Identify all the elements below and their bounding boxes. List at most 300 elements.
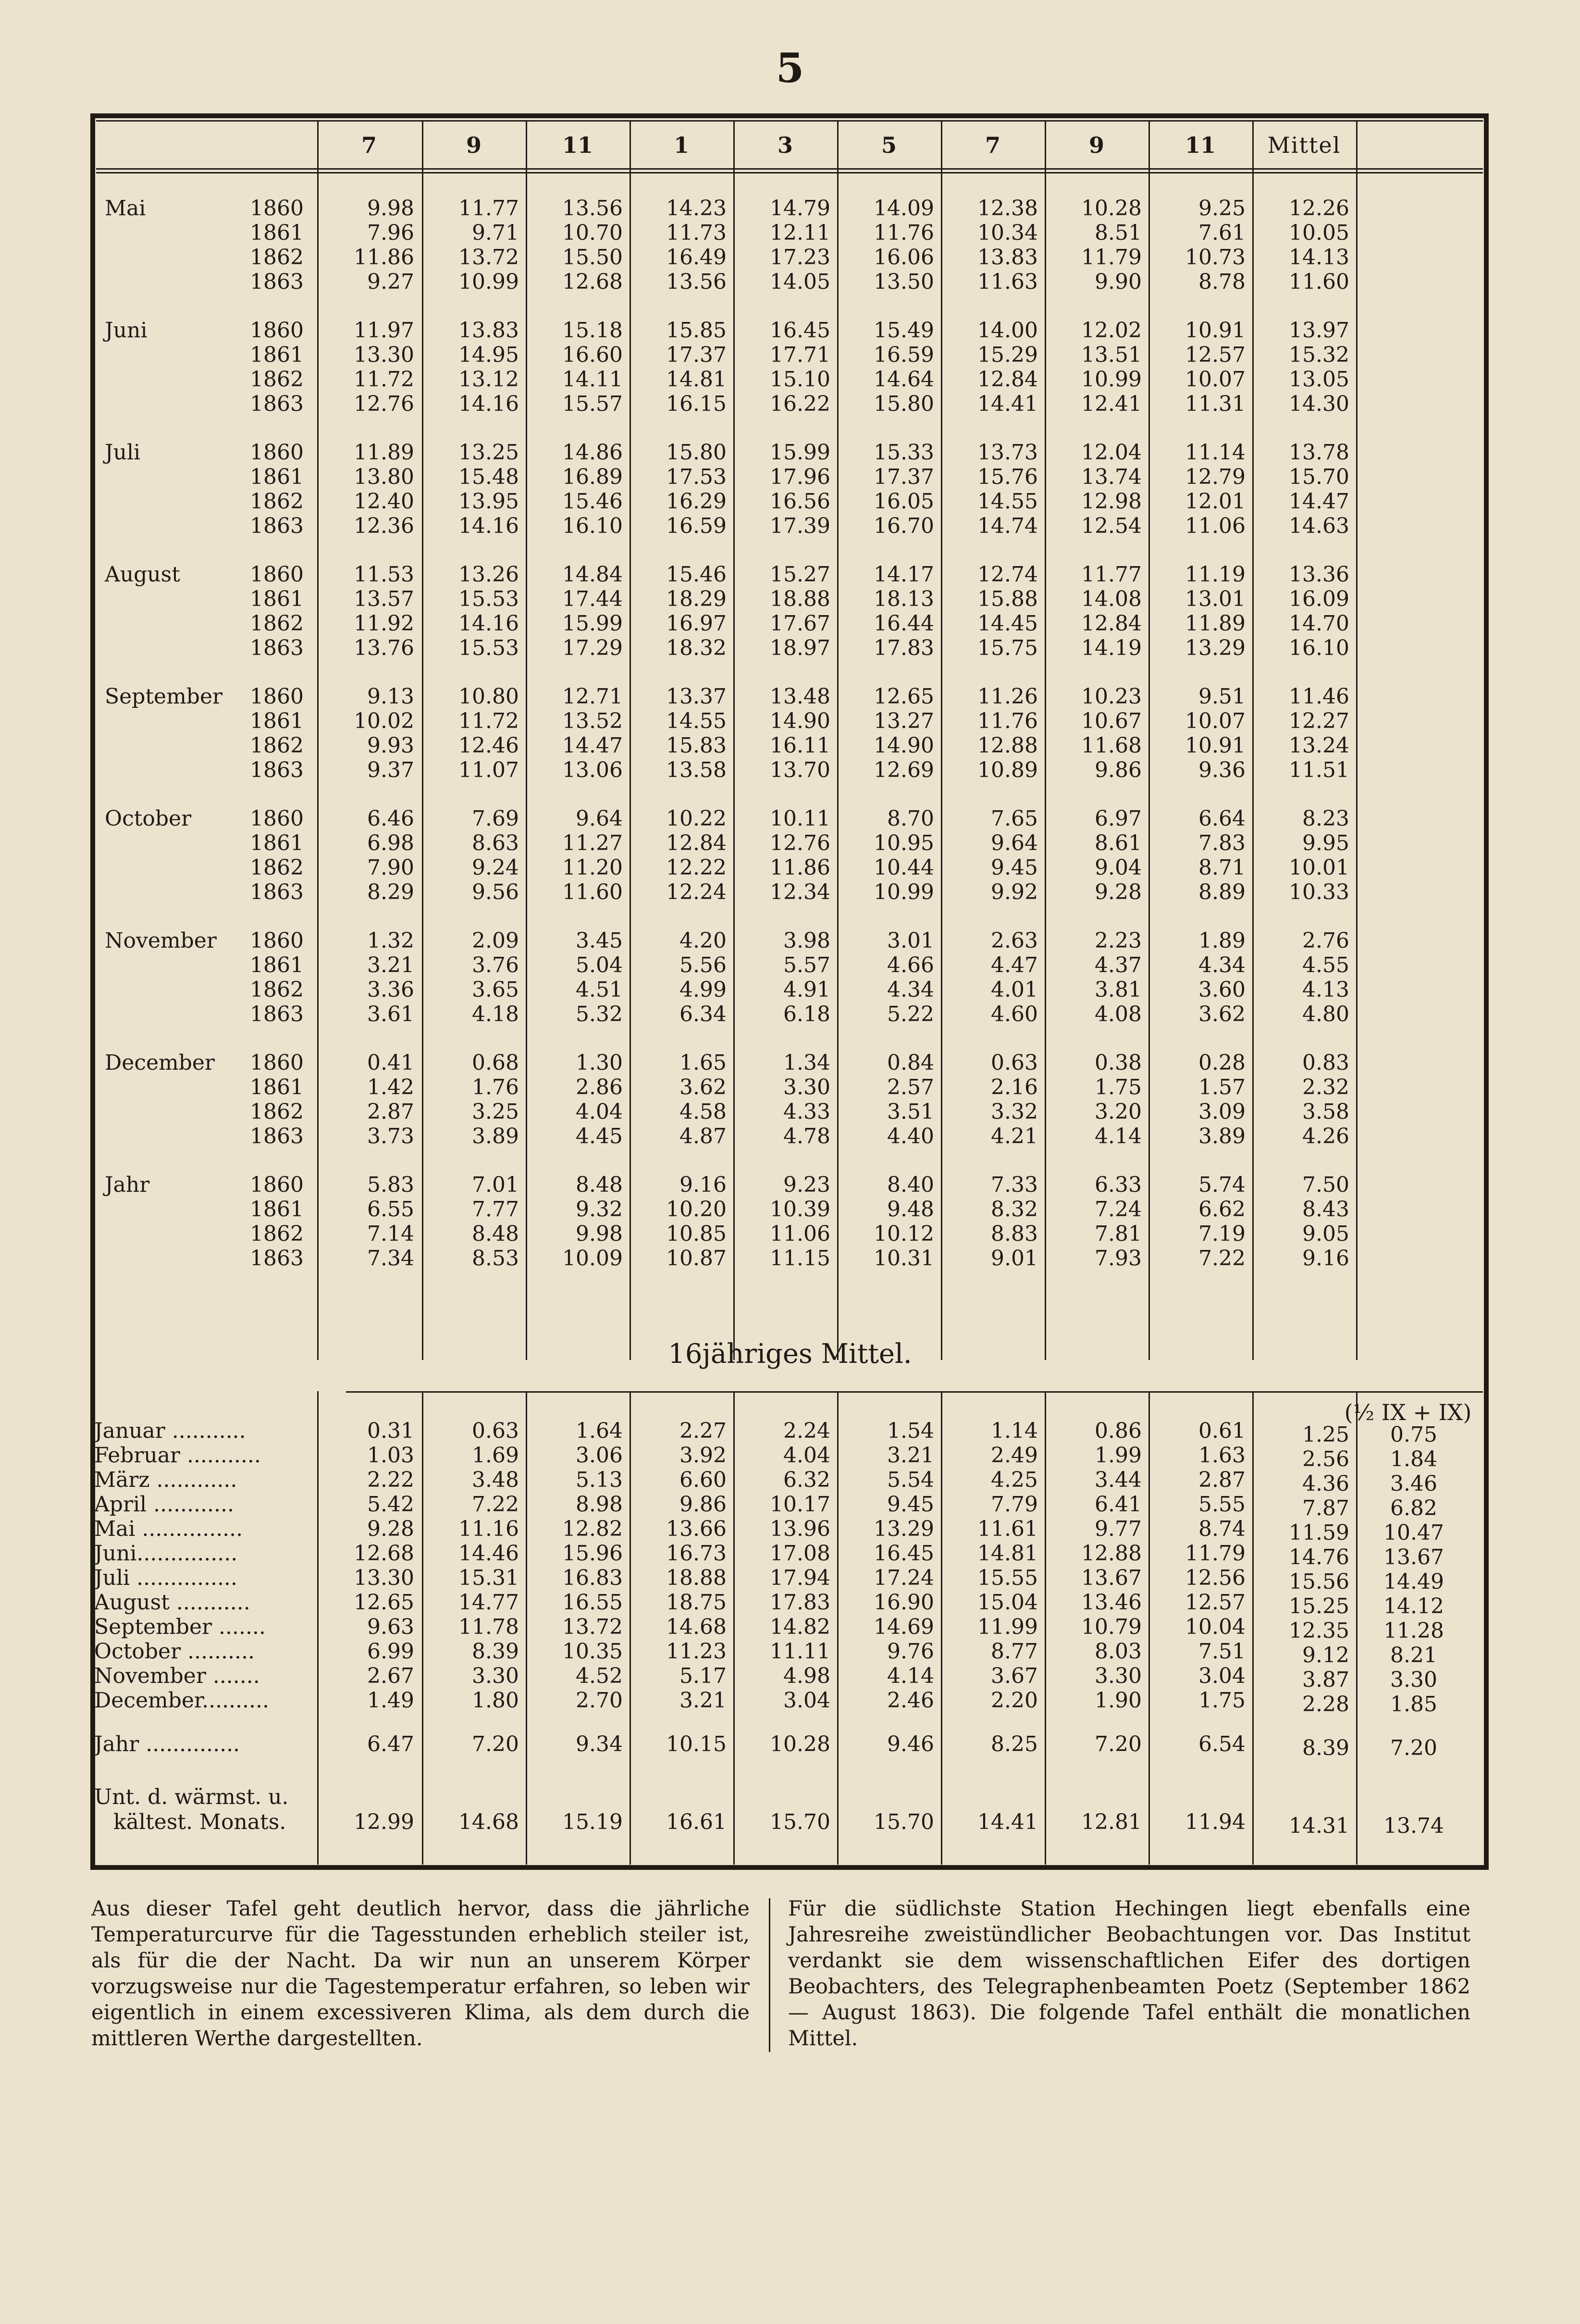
- average-cell: 3.30: [1390, 1668, 1437, 1692]
- table-cell: 11.86: [770, 855, 830, 880]
- table-cell: 5.83: [367, 1173, 414, 1197]
- average-cell: 17.24: [874, 1566, 934, 1590]
- table-cell: 16.89: [562, 465, 623, 489]
- average-cell: 12.35: [1289, 1619, 1349, 1643]
- table-cell: 7.83: [1198, 831, 1246, 855]
- year-label: 1863: [250, 880, 304, 904]
- table-cell: 2.16: [991, 1075, 1038, 1100]
- table-cell: 0.28: [1198, 1051, 1246, 1075]
- table-cell: 8.43: [1302, 1197, 1349, 1222]
- average-cell: 16.55: [562, 1590, 623, 1615]
- table-cell: 10.91: [1185, 318, 1246, 343]
- table-cell: 2.86: [576, 1075, 623, 1100]
- table-cell: 11.06: [770, 1222, 830, 1246]
- table-cell: 8.71: [1198, 855, 1246, 880]
- table-cell: 7.61: [1198, 221, 1246, 245]
- table-cell: 11.15: [770, 1246, 830, 1271]
- table-cell: 15.57: [562, 392, 623, 416]
- average-cell: 7.79: [991, 1492, 1038, 1517]
- average-cell: 1.49: [367, 1688, 414, 1713]
- average-cell: 9.12: [1302, 1643, 1349, 1668]
- average-cell: 1.64: [576, 1419, 623, 1443]
- table-cell: 10.91: [1185, 733, 1246, 758]
- average-cell: 3.21: [887, 1443, 934, 1468]
- table-cell: 9.64: [576, 806, 623, 831]
- table-cell: 11.60: [1289, 270, 1349, 294]
- table-cell: 11.14: [1185, 440, 1246, 465]
- table-cell: 12.84: [977, 367, 1038, 392]
- year-label: 1861: [250, 709, 304, 733]
- table-cell: 14.90: [874, 733, 934, 758]
- table-cell: 4.21: [991, 1124, 1038, 1149]
- table-cell: 4.60: [991, 1002, 1038, 1026]
- table-cell: 12.40: [354, 489, 414, 514]
- table-cell: 13.58: [666, 758, 727, 782]
- table-cell: 6.55: [367, 1197, 414, 1222]
- difference-label-line2: kältest. Monats.: [113, 1810, 286, 1834]
- average-cell: 12.56: [1185, 1566, 1246, 1590]
- table-cell: 11.76: [874, 221, 934, 245]
- table-cell: 7.90: [367, 855, 414, 880]
- table-cell: 14.45: [977, 611, 1038, 636]
- table-cell: 7.81: [1095, 1222, 1142, 1246]
- average-cell: 9.46: [887, 1732, 934, 1756]
- table-cell: 3.73: [367, 1124, 414, 1149]
- average-cell: 12.65: [354, 1590, 414, 1615]
- table-cell: 16.70: [874, 514, 934, 538]
- month-label: October: [105, 806, 192, 831]
- table-cell: 14.13: [1289, 245, 1349, 270]
- table-cell: 9.27: [367, 270, 414, 294]
- table-cell: 10.05: [1289, 221, 1349, 245]
- table-cell: 4.51: [576, 977, 623, 1002]
- table-cell: 12.36: [354, 514, 414, 538]
- table-cell: 11.72: [354, 367, 414, 392]
- table-cell: 11.31: [1185, 392, 1246, 416]
- table-cell: 4.78: [783, 1124, 830, 1149]
- average-cell: 10.04: [1185, 1615, 1246, 1639]
- table-cell: 13.37: [666, 684, 727, 709]
- table-cell: 11.89: [354, 440, 414, 465]
- table-cell: 13.78: [1289, 440, 1349, 465]
- average-cell: 18.75: [666, 1590, 727, 1615]
- table-cell: 8.32: [991, 1197, 1038, 1222]
- average-cell: 6.32: [783, 1468, 830, 1492]
- table-cell: 6.97: [1095, 806, 1142, 831]
- average-cell: 4.25: [991, 1468, 1038, 1492]
- table-cell: 13.24: [1289, 733, 1349, 758]
- average-cell: 1.63: [1198, 1443, 1246, 1468]
- table-cell: 3.09: [1198, 1100, 1246, 1124]
- average-top-rule: [346, 1391, 1483, 1393]
- table-cell: 0.83: [1302, 1051, 1349, 1075]
- table-cell: 7.93: [1095, 1246, 1142, 1271]
- average-cell: 14.68: [666, 1615, 727, 1639]
- header-bottom-rule-2: [96, 172, 1483, 173]
- table-cell: 5.22: [887, 1002, 934, 1026]
- table-cell: 13.83: [977, 245, 1038, 270]
- month-label: August: [105, 562, 180, 587]
- average-cell: 9.34: [576, 1732, 623, 1756]
- table-cell: 15.50: [562, 245, 623, 270]
- table-cell: 17.23: [770, 245, 830, 270]
- table-cell: 9.32: [576, 1197, 623, 1222]
- table-cell: 12.34: [770, 880, 830, 904]
- table-cell: 8.23: [1302, 806, 1349, 831]
- table-cell: 7.14: [367, 1222, 414, 1246]
- hour-header: 11: [1185, 132, 1216, 158]
- average-row-label: Juli ...............: [94, 1566, 237, 1590]
- average-cell: 6.99: [367, 1639, 414, 1664]
- table-cell: 5.57: [783, 953, 830, 977]
- table-cell: 12.69: [874, 758, 934, 782]
- average-cell: 11.99: [977, 1615, 1038, 1639]
- table-cell: 9.95: [1302, 831, 1349, 855]
- table-cell: 10.87: [666, 1246, 727, 1271]
- table-cell: 9.24: [472, 855, 519, 880]
- table-cell: 13.70: [770, 758, 830, 782]
- table-cell: 13.52: [562, 709, 623, 733]
- month-label: December: [105, 1051, 215, 1075]
- year-label: 1863: [250, 636, 304, 660]
- year-label: 1861: [250, 831, 304, 855]
- average-cell: 1.99: [1095, 1443, 1142, 1468]
- table-cell: 9.93: [367, 733, 414, 758]
- page-number: 5: [776, 44, 804, 92]
- table-cell: 7.65: [991, 806, 1038, 831]
- table-cell: 13.26: [458, 562, 519, 587]
- table-cell: 3.36: [367, 977, 414, 1002]
- average-cell: 1.25: [1302, 1422, 1349, 1447]
- average-cell: 8.21: [1390, 1643, 1437, 1668]
- table-cell: 9.28: [1095, 880, 1142, 904]
- table-cell: 15.99: [562, 611, 623, 636]
- year-label: 1860: [250, 318, 304, 343]
- table-cell: 5.04: [576, 953, 623, 977]
- average-cell: 2.24: [783, 1419, 830, 1443]
- table-cell: 3.76: [472, 953, 519, 977]
- average-cell: 17.83: [770, 1590, 830, 1615]
- table-cell: 12.98: [1081, 489, 1142, 514]
- average-cell: 1.54: [887, 1419, 934, 1443]
- average-row-label: Mai ...............: [94, 1517, 243, 1541]
- average-cell: 2.46: [887, 1688, 934, 1713]
- table-cell: 11.68: [1081, 733, 1142, 758]
- table-cell: 10.70: [562, 221, 623, 245]
- table-cell: 18.32: [666, 636, 727, 660]
- table-cell: 16.60: [562, 343, 623, 367]
- average-cell: 1.14: [991, 1419, 1038, 1443]
- column-rule: [1356, 120, 1358, 1360]
- year-label: 1863: [250, 1002, 304, 1026]
- table-cell: 3.89: [472, 1124, 519, 1149]
- table-cell: 4.66: [887, 953, 934, 977]
- table-cell: 12.74: [977, 562, 1038, 587]
- table-cell: 3.45: [576, 928, 623, 953]
- table-cell: 11.07: [458, 758, 519, 782]
- average-row-label: Februar ...........: [94, 1443, 261, 1468]
- average-row-label: October ..........: [94, 1639, 255, 1664]
- average-cell: 10.15: [666, 1732, 727, 1756]
- table-cell: 17.67: [770, 611, 830, 636]
- table-cell: 4.40: [887, 1124, 934, 1149]
- average-cell: 10.79: [1081, 1615, 1142, 1639]
- average-row-label: Juni...............: [94, 1541, 238, 1566]
- table-cell: 11.26: [977, 684, 1038, 709]
- table-cell: 4.80: [1302, 1002, 1349, 1026]
- average-cell: 11.59: [1289, 1520, 1349, 1545]
- table-cell: 8.78: [1198, 270, 1246, 294]
- table-cell: 16.22: [770, 392, 830, 416]
- average-cell: 5.13: [576, 1468, 623, 1492]
- table-cell: 1.34: [783, 1051, 830, 1075]
- average-cell: 0.61: [1198, 1419, 1246, 1443]
- table-cell: 4.99: [679, 977, 727, 1002]
- table-cell: 16.56: [770, 489, 830, 514]
- table-cell: 6.64: [1198, 806, 1246, 831]
- average-cell: 4.52: [576, 1664, 623, 1688]
- table-cell: 16.15: [666, 392, 727, 416]
- difference-cell: 14.41: [977, 1810, 1038, 1834]
- table-cell: 14.84: [562, 562, 623, 587]
- table-cell: 12.26: [1289, 196, 1349, 221]
- table-cell: 5.74: [1198, 1173, 1246, 1197]
- average-cell: 1.03: [367, 1443, 414, 1468]
- table-cell: 7.96: [367, 221, 414, 245]
- hour-header: 7: [985, 132, 1000, 158]
- year-label: 1861: [250, 1197, 304, 1222]
- year-label: 1862: [250, 855, 304, 880]
- table-cell: 17.96: [770, 465, 830, 489]
- average-cell: 17.94: [770, 1566, 830, 1590]
- average-cell: 2.20: [991, 1688, 1038, 1713]
- average-cell: 13.96: [770, 1517, 830, 1541]
- average-cell: 3.30: [1095, 1664, 1142, 1688]
- table-cell: 13.30: [354, 343, 414, 367]
- average-cell: 1.90: [1095, 1688, 1142, 1713]
- table-cell: 12.11: [770, 221, 830, 245]
- table-cell: 15.10: [770, 367, 830, 392]
- average-cell: 4.98: [783, 1664, 830, 1688]
- average-cell: 14.77: [458, 1590, 519, 1615]
- average-cell: 1.85: [1390, 1692, 1437, 1717]
- year-label: 1861: [250, 587, 304, 611]
- table-cell: 15.70: [1289, 465, 1349, 489]
- average-cell: 8.25: [991, 1732, 1038, 1756]
- average-cell: 2.67: [367, 1664, 414, 1688]
- month-label: Juni: [105, 318, 148, 343]
- average-cell: 13.67: [1383, 1545, 1444, 1570]
- average-cell: 11.79: [1185, 1541, 1246, 1566]
- year-label: 1862: [250, 367, 304, 392]
- table-cell: 13.72: [458, 245, 519, 270]
- paragraph-divider: [769, 1898, 770, 2052]
- average-cell: 0.31: [367, 1419, 414, 1443]
- average-cell: 11.16: [458, 1517, 519, 1541]
- year-label: 1862: [250, 489, 304, 514]
- year-label: 1862: [250, 733, 304, 758]
- table-cell: 17.44: [562, 587, 623, 611]
- table-cell: 5.56: [679, 953, 727, 977]
- average-cell: 13.67: [1081, 1566, 1142, 1590]
- table-cell: 15.33: [874, 440, 934, 465]
- average-cell: 8.39: [472, 1639, 519, 1664]
- table-cell: 4.04: [576, 1100, 623, 1124]
- hour-header: 11: [562, 132, 593, 158]
- table-cell: 14.09: [874, 196, 934, 221]
- table-cell: 10.73: [1185, 245, 1246, 270]
- table-cell: 4.08: [1095, 1002, 1142, 1026]
- difference-cell: 14.68: [458, 1810, 519, 1834]
- table-cell: 3.62: [1198, 1002, 1246, 1026]
- table-cell: 2.87: [367, 1100, 414, 1124]
- average-row-label: April ............: [94, 1492, 234, 1517]
- table-cell: 18.97: [770, 636, 830, 660]
- average-cell: 3.67: [991, 1664, 1038, 1688]
- header-top-rule: [96, 120, 1483, 122]
- table-cell: 11.53: [354, 562, 414, 587]
- average-cell: 11.61: [977, 1517, 1038, 1541]
- average-cell: 6.54: [1198, 1732, 1246, 1756]
- hour-header: 5: [881, 132, 897, 158]
- year-label: 1861: [250, 953, 304, 977]
- table-cell: 0.41: [367, 1051, 414, 1075]
- table-cell: 9.90: [1095, 270, 1142, 294]
- average-section-title: 16jähriges Mittel.: [668, 1338, 912, 1370]
- table-cell: 10.12: [874, 1222, 934, 1246]
- average-cell: 14.49: [1383, 1570, 1444, 1594]
- table-cell: 9.98: [367, 196, 414, 221]
- table-cell: 2.23: [1095, 928, 1142, 953]
- average-cell: 2.70: [576, 1688, 623, 1713]
- table-cell: 11.20: [562, 855, 623, 880]
- table-cell: 7.77: [472, 1197, 519, 1222]
- average-cell: 16.45: [874, 1541, 934, 1566]
- table-cell: 12.76: [770, 831, 830, 855]
- table-cell: 12.57: [1185, 343, 1246, 367]
- average-cell: 9.63: [367, 1615, 414, 1639]
- table-cell: 7.19: [1198, 1222, 1246, 1246]
- table-cell: 11.79: [1081, 245, 1142, 270]
- average-cell: 11.78: [458, 1615, 519, 1639]
- average-row-label: August ...........: [94, 1590, 250, 1615]
- table-cell: 10.80: [458, 684, 519, 709]
- average-cell: 15.55: [977, 1566, 1038, 1590]
- table-cell: 14.16: [458, 514, 519, 538]
- table-cell: 10.07: [1185, 709, 1246, 733]
- table-cell: 15.88: [977, 587, 1038, 611]
- average-cell: 16.90: [874, 1590, 934, 1615]
- difference-cell: 11.94: [1185, 1810, 1246, 1834]
- average-row-label: September .......: [94, 1615, 266, 1639]
- table-cell: 10.67: [1081, 709, 1142, 733]
- table-cell: 14.19: [1081, 636, 1142, 660]
- average-cell: 8.98: [576, 1492, 623, 1517]
- month-label: Mai: [105, 196, 146, 221]
- table-cell: 15.80: [874, 392, 934, 416]
- table-cell: 3.62: [679, 1075, 727, 1100]
- average-cell: 3.48: [472, 1468, 519, 1492]
- table-cell: 14.08: [1081, 587, 1142, 611]
- table-cell: 13.83: [458, 318, 519, 343]
- table-cell: 13.97: [1289, 318, 1349, 343]
- average-cell: 0.86: [1095, 1419, 1142, 1443]
- table-cell: 12.38: [977, 196, 1038, 221]
- table-cell: 9.05: [1302, 1222, 1349, 1246]
- table-cell: 12.22: [666, 855, 727, 880]
- table-cell: 4.34: [1198, 953, 1246, 977]
- table-cell: 3.65: [472, 977, 519, 1002]
- table-cell: 12.65: [874, 684, 934, 709]
- average-cell: 15.25: [1289, 1594, 1349, 1619]
- table-cell: 14.70: [1289, 611, 1349, 636]
- average-cell: 2.56: [1302, 1447, 1349, 1471]
- table-cell: 3.89: [1198, 1124, 1246, 1149]
- table-cell: 13.25: [458, 440, 519, 465]
- table-cell: 7.01: [472, 1173, 519, 1197]
- table-cell: 12.41: [1081, 392, 1142, 416]
- table-cell: 5.32: [576, 1002, 623, 1026]
- average-row-label: November .......: [94, 1664, 260, 1688]
- table-cell: 18.29: [666, 587, 727, 611]
- average-cell: 7.87: [1302, 1496, 1349, 1520]
- table-cell: 10.95: [874, 831, 934, 855]
- table-cell: 10.02: [354, 709, 414, 733]
- table-cell: 15.18: [562, 318, 623, 343]
- average-row-label: December..........: [94, 1688, 269, 1713]
- average-cell: 7.22: [472, 1492, 519, 1517]
- difference-cell: 12.99: [354, 1810, 414, 1834]
- average-cell: 13.72: [562, 1615, 623, 1639]
- table-cell: 4.33: [783, 1100, 830, 1124]
- average-cell: 12.68: [354, 1541, 414, 1566]
- table-cell: 4.18: [472, 1002, 519, 1026]
- table-cell: 16.10: [562, 514, 623, 538]
- table-cell: 3.81: [1095, 977, 1142, 1002]
- table-cell: 11.60: [562, 880, 623, 904]
- table-cell: 8.89: [1198, 880, 1246, 904]
- table-cell: 16.06: [874, 245, 934, 270]
- table-cell: 13.05: [1289, 367, 1349, 392]
- average-cell: 10.47: [1383, 1520, 1444, 1545]
- average-row-label: März ............: [94, 1468, 237, 1492]
- table-cell: 13.06: [562, 758, 623, 782]
- year-label: 1860: [250, 196, 304, 221]
- average-cell: 6.82: [1390, 1496, 1437, 1520]
- table-cell: 11.46: [1289, 684, 1349, 709]
- table-cell: 9.16: [679, 1173, 727, 1197]
- table-cell: 1.65: [679, 1051, 727, 1075]
- table-cell: 12.79: [1185, 465, 1246, 489]
- year-label: 1863: [250, 514, 304, 538]
- table-cell: 15.48: [458, 465, 519, 489]
- table-cell: 11.97: [354, 318, 414, 343]
- table-cell: 10.33: [1289, 880, 1349, 904]
- table-cell: 10.07: [1185, 367, 1246, 392]
- table-cell: 8.48: [576, 1173, 623, 1197]
- average-cell: 3.46: [1390, 1471, 1437, 1496]
- table-cell: 14.86: [562, 440, 623, 465]
- average-cell: 7.20: [472, 1732, 519, 1756]
- table-cell: 4.14: [1095, 1124, 1142, 1149]
- table-cell: 4.37: [1095, 953, 1142, 977]
- average-cell: 15.04: [977, 1590, 1038, 1615]
- table-cell: 15.76: [977, 465, 1038, 489]
- table-cell: 10.22: [666, 806, 727, 831]
- average-cell: 4.36: [1302, 1471, 1349, 1496]
- table-cell: 10.99: [458, 270, 519, 294]
- year-label: 1862: [250, 977, 304, 1002]
